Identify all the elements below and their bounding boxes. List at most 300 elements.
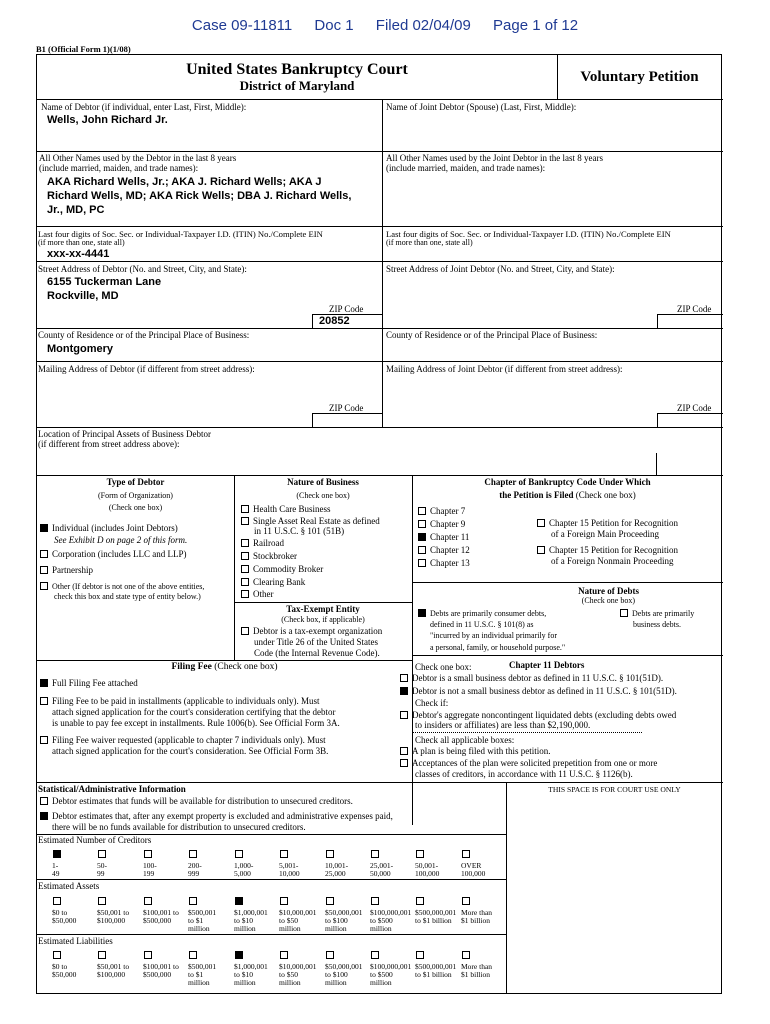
- creditors-option-label: [234, 862, 253, 878]
- checkbox-icon[interactable]: [40, 736, 48, 744]
- creditors-option-text: 25,000: [325, 869, 346, 878]
- checkbox-icon[interactable]: [400, 711, 408, 719]
- street-1: 6155 Tuckerman Lane: [47, 276, 162, 288]
- assets-option-text: million: [325, 924, 347, 933]
- doc-number: Doc 1: [314, 17, 354, 34]
- checkbox-icon[interactable]: [400, 747, 408, 755]
- assets-checkbox-6[interactable]: [326, 897, 334, 905]
- creditors-title: Estimated Number of Creditors: [38, 835, 152, 845]
- nature-debts-sub: (Check one box): [581, 596, 635, 605]
- assets-option-text: $1 billion: [461, 916, 490, 925]
- joint-other-names-label-2: (include married, maiden, and trade names):: [386, 163, 546, 173]
- no-funds[interactable]: [40, 811, 393, 822]
- joint-mailing-label: Mailing Address of Joint Debtor (if different from street address):: [386, 364, 623, 374]
- liabilities-option-text: to $500: [370, 970, 393, 979]
- assets-option-label: [461, 909, 492, 925]
- chapter-title-2-sub: (Check one box): [575, 490, 636, 500]
- ch7-option[interactable]: [418, 506, 465, 517]
- debts-consumer[interactable]: [418, 608, 546, 619]
- debts-consumer-3: "incurred by an individual primarily for: [430, 631, 558, 640]
- tax-exempt-option[interactable]: [241, 626, 382, 637]
- assets-option-text: million: [370, 924, 392, 933]
- assets-option-text: $10,000,001: [279, 908, 317, 917]
- creditors-option-text: 99: [97, 869, 105, 878]
- tax-exempt-title: Tax-Exempt Entity: [286, 604, 360, 614]
- creditors-checkbox-0[interactable]: [53, 850, 61, 858]
- assets-option-label: [415, 909, 456, 925]
- nb-stockbroker[interactable]: [241, 551, 297, 562]
- checkbox-icon[interactable]: [537, 519, 545, 527]
- funds-available-label: Debtor estimates that funds will be available for distribution to unsecured creditors.: [52, 796, 353, 806]
- assets-checkbox-0[interactable]: [53, 897, 61, 905]
- type-of-debtor-sub-2: (Check one box): [108, 503, 163, 512]
- court-title: United States Bankruptcy Court: [186, 61, 408, 78]
- nb-single-label: Single Asset Real Estate as defined: [253, 516, 380, 526]
- fee-installments-label: Filing Fee to be paid in installments (applicable to individuals only). Must: [52, 696, 320, 706]
- fee-installments-3: is unable to pay fee except in installments. Rule 1006(b). See Official Form 3A.: [52, 718, 340, 728]
- location-label: Location of Principal Assets of Business Debtor: [38, 429, 211, 439]
- ch11-check-if: Check if:: [415, 698, 449, 708]
- ch11-option[interactable]: [418, 532, 469, 543]
- creditors-option-label: [279, 862, 300, 878]
- liabilities-option-label: [97, 963, 129, 979]
- assets-option-label: [325, 909, 363, 933]
- joint-name-label: Name of Joint Debtor (Spouse) (Last, First, Middle):: [386, 102, 577, 112]
- fee-full[interactable]: [40, 678, 138, 689]
- checkbox-checked-icon[interactable]: [40, 812, 48, 820]
- tax-exempt-sub: (Check box, if applicable): [281, 615, 365, 624]
- creditors-option-text: 10,001-: [325, 861, 349, 870]
- checkbox-icon[interactable]: [620, 609, 628, 617]
- creditors-option-text: 50,001-: [415, 861, 439, 870]
- joint-mailing-zip-label: ZIP Code: [677, 403, 712, 413]
- liabilities-option-text: million: [370, 978, 392, 987]
- creditors-option-text: 49: [52, 869, 60, 878]
- zip-value: 20852: [319, 315, 350, 327]
- assets-option-label: [279, 909, 317, 933]
- liabilities-option-text: to $1: [188, 970, 204, 979]
- creditors-option-text: 100,000: [461, 869, 486, 878]
- fee-waiver-2: attach signed application for the court's consideration. See Official Form 3B.: [52, 746, 329, 756]
- creditors-checkbox-5[interactable]: [280, 850, 288, 858]
- assets-option-text: $1,000,001: [234, 908, 268, 917]
- joint-county-label: County of Residence or of the Principal Place of Business:: [386, 330, 598, 340]
- liabilities-option-label: [279, 963, 317, 987]
- assets-option-text: $100,000: [97, 916, 126, 925]
- assets-option-text: to $500: [370, 916, 393, 925]
- liabilities-checkbox-0[interactable]: [53, 951, 61, 959]
- case-header: [0, 17, 770, 34]
- liabilities-option-text: $100,000,001: [370, 962, 412, 971]
- opt-other-label: Other (If debtor is not one of the above entities,: [52, 582, 205, 591]
- assets-checkbox-4[interactable]: [235, 897, 243, 905]
- chapter-title: Chapter of Bankruptcy Code Under Which: [484, 477, 651, 487]
- fee-waiver-label: Filing Fee waiver requested (applicable to chapter 7 individuals only). Must: [52, 735, 326, 745]
- ch12-label: Chapter 12: [430, 545, 470, 555]
- creditors-checkbox-9[interactable]: [462, 850, 470, 858]
- assets-option-text: $100,000,001: [370, 908, 412, 917]
- ch11-plan-label: A plan is being filed with this petition.: [412, 746, 551, 756]
- creditors-option-text: 25,001-: [370, 861, 394, 870]
- creditors-option-text: 999: [188, 869, 200, 878]
- ch11-acceptances-2: classes of creditors, in accordance with 11 U.S.C. § 1126(b).: [415, 769, 633, 779]
- assets-option-text: to $50: [279, 916, 298, 925]
- assets-option-text: to $10: [234, 916, 253, 925]
- creditors-option-text: 199: [143, 869, 155, 878]
- checkbox-icon[interactable]: [241, 565, 249, 573]
- creditors-option-text: 5,001-: [279, 861, 299, 870]
- assets-option-text: More than: [461, 908, 493, 917]
- nb-clearing-label: Clearing Bank: [253, 577, 306, 587]
- creditors-option-label: [370, 862, 393, 878]
- checkbox-icon[interactable]: [40, 582, 48, 590]
- checkbox-icon[interactable]: [241, 627, 249, 635]
- ssn-label: Last four digits of Soc. Sec. or Individual-Taxpayer I.D. (ITIN) No./Complete EIN: [38, 229, 323, 239]
- nb-commodity[interactable]: [241, 564, 323, 575]
- ch9-label: Chapter 9: [430, 519, 466, 529]
- ch11-label: Chapter 11: [430, 532, 470, 542]
- assets-option-text: $100,001 to: [143, 908, 179, 917]
- liabilities-checkbox-8[interactable]: [416, 951, 424, 959]
- filing-fee-title-sub: (Check one box): [214, 662, 278, 672]
- ch7-label: Chapter 7: [430, 506, 466, 516]
- checkbox-icon[interactable]: [241, 590, 249, 598]
- joint-ssn-label-2: (if more than one, state all): [386, 238, 473, 247]
- liabilities-option-text: $50,000: [52, 970, 77, 979]
- ssn-label-2: (if more than one, state all): [38, 238, 125, 247]
- ch11-acceptances[interactable]: [400, 758, 657, 769]
- creditors-option-text: 10,000: [279, 869, 300, 878]
- opt-corporation-label: Corporation (includes LLC and LLP): [52, 549, 187, 559]
- liabilities-option-label: [143, 963, 179, 979]
- petition-type: Voluntary Petition: [580, 69, 699, 85]
- assets-option-label: [143, 909, 179, 925]
- assets-option-text: to $100: [325, 916, 348, 925]
- creditors-option-text: 1-: [52, 861, 59, 870]
- assets-checkbox-1[interactable]: [98, 897, 106, 905]
- ch11-check-all: Check all applicable boxes:: [415, 735, 515, 745]
- funds-available[interactable]: [40, 796, 353, 807]
- liabilities-option-text: More than: [461, 962, 493, 971]
- petition-form: [36, 54, 722, 994]
- liabilities-option-text: $50,001 to: [97, 962, 130, 971]
- assets-checkbox-7[interactable]: [371, 897, 379, 905]
- tax-exempt-line-3: Code (the Internal Revenue Code).: [254, 648, 380, 658]
- checkbox-icon[interactable]: [537, 546, 545, 554]
- county-label: County of Residence or of the Principal Place of Business:: [38, 330, 250, 340]
- joint-other-names-label: All Other Names used by the Joint Debtor in the last 8 years: [386, 153, 603, 163]
- other-names-3: Jr., MD, PC: [47, 204, 105, 216]
- nb-railroad-label: Railroad: [253, 538, 284, 548]
- assets-option-text: $0 to: [52, 908, 68, 917]
- debts-business-2: business debts.: [633, 620, 681, 629]
- ch11-aggregate-2: to insiders or affiliates) are less than $2,190,000.: [415, 720, 591, 730]
- assets-option-text: $50,001 to: [97, 908, 130, 917]
- other-names-1: AKA Richard Wells, Jr.; AKA J. Richard Wells; AKA J: [47, 176, 322, 188]
- checkbox-icon[interactable]: [241, 505, 249, 513]
- liabilities-option-label: [415, 963, 456, 979]
- assets-option-text: $500,000,001: [415, 908, 457, 917]
- mailing-zip-label: ZIP Code: [329, 403, 364, 413]
- page-number: Page 1 of 12: [493, 17, 579, 34]
- street-2: Rockville, MD: [47, 290, 119, 302]
- ch15b-label-2: of a Foreign Nonmain Proceeding: [551, 556, 674, 566]
- creditors-option-text: 1,000-: [234, 861, 254, 870]
- assets-option-label: [188, 909, 216, 933]
- liabilities-option-text: $1,000,001: [234, 962, 268, 971]
- debtor-name: Wells, John Richard Jr.: [47, 114, 168, 126]
- checkbox-icon[interactable]: [418, 507, 426, 515]
- assets-checkbox-5[interactable]: [280, 897, 288, 905]
- checkbox-checked-icon[interactable]: [40, 524, 48, 532]
- checkbox-icon[interactable]: [241, 578, 249, 586]
- ch11-small-label: Debtor is a small business debtor as defined in 11 U.S.C. § 101(51D).: [412, 673, 664, 683]
- joint-zip-label: ZIP Code: [677, 304, 712, 314]
- liabilities-option-text: to $1 billion: [415, 970, 452, 979]
- creditors-option-label: [325, 862, 348, 878]
- assets-checkbox-3[interactable]: [189, 897, 197, 905]
- liabilities-checkbox-7[interactable]: [371, 951, 379, 959]
- creditors-option-label: [97, 862, 107, 878]
- nb-clearing[interactable]: [241, 577, 305, 588]
- checkbox-icon[interactable]: [400, 759, 408, 767]
- creditors-option-label: [52, 862, 60, 878]
- assets-option-label: [97, 909, 129, 925]
- checkbox-icon[interactable]: [241, 552, 249, 560]
- district: District of Maryland: [239, 78, 355, 93]
- liabilities-option-text: $500,000,001: [415, 962, 457, 971]
- fee-full-label: Full Filing Fee attached: [52, 678, 138, 688]
- opt-partnership[interactable]: [40, 565, 93, 576]
- tax-exempt-line-2: under Title 26 of the United States: [254, 637, 378, 647]
- liabilities-checkbox-9[interactable]: [462, 951, 470, 959]
- checkbox-checked-icon[interactable]: [400, 687, 408, 695]
- ch11-acceptances-label: Acceptances of the plan were solicited prepetition from one or more: [412, 758, 658, 768]
- joint-zip-box: [657, 314, 723, 328]
- debts-business-label: Debts are primarily: [632, 609, 695, 618]
- nature-business-title: Nature of Business: [287, 477, 359, 487]
- debtor-name-label: Name of Debtor (if individual, enter Last, First, Middle):: [41, 102, 247, 112]
- filing-fee-title-bold: Filing Fee: [171, 662, 212, 672]
- ch13-option[interactable]: [418, 558, 470, 569]
- fee-waiver[interactable]: [40, 735, 326, 746]
- joint-ssn-label: Last four digits of Soc. Sec. or Individual-Taxpayer I.D. (ITIN) No./Complete EIN: [386, 229, 671, 239]
- assets-checkbox-9[interactable]: [462, 897, 470, 905]
- liabilities-option-text: million: [188, 978, 210, 987]
- creditors-option-text: 50-: [97, 861, 107, 870]
- creditors-checkbox-4[interactable]: [235, 850, 243, 858]
- filing-fee-title: [37, 662, 412, 672]
- nb-other-label: Other: [253, 589, 274, 599]
- opt-partnership-label: Partnership: [52, 565, 93, 575]
- debts-consumer-2: defined in 11 U.S.C. § 101(8) as: [430, 620, 534, 629]
- assets-option-text: $50,000: [52, 916, 77, 925]
- assets-option-text: $500,000: [143, 916, 172, 925]
- ch11-not-small[interactable]: [400, 686, 677, 697]
- liabilities-option-text: $100,001 to: [143, 962, 179, 971]
- assets-option-label: [52, 909, 76, 925]
- debts-consumer-label: Debts are primarily consumer debts,: [430, 609, 547, 618]
- checkbox-icon[interactable]: [40, 566, 48, 574]
- ch15b-label: Chapter 15 Petition for Recognition: [549, 545, 678, 555]
- ch15a-label: Chapter 15 Petition for Recognition: [549, 518, 678, 528]
- ch11-debtors-title: Chapter 11 Debtors: [509, 660, 585, 670]
- liabilities-option-label: [370, 963, 411, 987]
- ch13-label: Chapter 13: [430, 558, 470, 568]
- other-names-label: All Other Names used by the Debtor in the last 8 years: [39, 153, 237, 163]
- street-label: Street Address of Debtor (No. and Street, City, and State):: [38, 264, 247, 274]
- mailing-zip-box: [312, 413, 382, 427]
- liabilities-option-text: to $10: [234, 970, 253, 979]
- zip-label: ZIP Code: [329, 304, 364, 314]
- assets-checkbox-2[interactable]: [144, 897, 152, 905]
- nb-commodity-label: Commodity Broker: [253, 564, 324, 574]
- creditors-option-text: 100,000: [415, 869, 440, 878]
- liabilities-option-label: [461, 963, 492, 979]
- checkbox-icon[interactable]: [40, 697, 48, 705]
- checkbox-icon[interactable]: [418, 520, 426, 528]
- creditors-checkbox-8[interactable]: [416, 850, 424, 858]
- assets-option-text: million: [234, 924, 256, 933]
- liabilities-option-label: [325, 963, 363, 987]
- opt-individual-label: Individual (includes Joint Debtors): [52, 523, 178, 533]
- type-of-debtor-sub: (Form of Organization): [98, 491, 173, 500]
- nb-health-label: Health Care Business: [253, 504, 331, 514]
- checkbox-checked-icon[interactable]: [40, 679, 48, 687]
- form-id: B1 (Official Form 1)(1/08): [36, 44, 131, 54]
- liabilities-option-label: [234, 963, 268, 987]
- opt-individual-note: See Exhibit D on page 2 of this form.: [54, 535, 188, 545]
- liabilities-checkbox-6[interactable]: [326, 951, 334, 959]
- other-names-2: Richard Wells, MD; AKA Rick Wells; DBA J. Richard Wells,: [47, 190, 352, 202]
- creditors-checkbox-2[interactable]: [144, 850, 152, 858]
- statistical-title: Statistical/Administrative Information: [38, 784, 186, 794]
- ch15b-option[interactable]: [537, 545, 678, 556]
- ch11-small[interactable]: [400, 673, 663, 684]
- fee-installments-2: attach signed application for the court's consideration certifying that the debtor: [52, 707, 336, 717]
- creditors-option-text: 200-: [188, 861, 202, 870]
- opt-other-note: check this box and state type of entity below.): [54, 592, 201, 601]
- other-names-label-2: (include married, maiden, and trade names):: [39, 163, 199, 173]
- checkbox-icon[interactable]: [400, 674, 408, 682]
- assets-option-text: to $1 billion: [415, 916, 452, 925]
- nb-railroad[interactable]: [241, 538, 284, 549]
- opt-individual[interactable]: [40, 523, 178, 534]
- assets-option-label: [234, 909, 268, 933]
- creditors-checkbox-1[interactable]: [98, 850, 106, 858]
- liabilities-option-text: $0 to: [52, 962, 68, 971]
- liabilities-option-text: $50,000,001: [325, 962, 363, 971]
- liabilities-option-text: million: [234, 978, 256, 987]
- assets-option-text: to $1: [188, 916, 204, 925]
- creditors-option-label: [415, 862, 439, 878]
- debts-consumer-4: a personal, family, or household purpose.": [430, 643, 566, 652]
- liabilities-checkbox-4[interactable]: [235, 951, 243, 959]
- assets-option-text: $500,001: [188, 908, 217, 917]
- ch11-not-small-label: Debtor is not a small business debtor as defined in 11 U.S.C. § 101(51D).: [412, 686, 677, 696]
- liabilities-option-text: $100,000: [97, 970, 126, 979]
- joint-mailing-zip-box: [657, 413, 723, 427]
- debts-business[interactable]: [620, 608, 694, 619]
- tax-exempt-line-1: Debtor is a tax-exempt organization: [253, 626, 383, 636]
- liabilities-option-text: $500,000: [143, 970, 172, 979]
- location-label-2: (if different from street address above):: [38, 439, 180, 449]
- creditors-option-label: [188, 862, 202, 878]
- ch15a-label-2: of a Foreign Main Proceeding: [551, 529, 659, 539]
- assets-option-text: $50,000,001: [325, 908, 363, 917]
- nb-stockbroker-label: Stockbroker: [253, 551, 297, 561]
- liabilities-option-text: $1 billion: [461, 970, 490, 979]
- court-use-label: THIS SPACE IS FOR COURT USE ONLY: [548, 785, 681, 794]
- county-value: Montgomery: [47, 343, 113, 355]
- case-number: Case 09-11811: [191, 17, 293, 34]
- checkbox-icon[interactable]: [40, 550, 48, 558]
- mailing-label: Mailing Address of Debtor (if different from street address):: [38, 364, 255, 374]
- nature-debts-title: Nature of Debts: [578, 586, 639, 596]
- assets-option-text: million: [279, 924, 301, 933]
- checkbox-icon[interactable]: [241, 539, 249, 547]
- checkbox-icon[interactable]: [418, 546, 426, 554]
- checkbox-icon[interactable]: [40, 797, 48, 805]
- checkbox-icon[interactable]: [241, 517, 249, 525]
- assets-checkbox-8[interactable]: [416, 897, 424, 905]
- no-funds-label: Debtor estimates that, after any exempt property is excluded and administrative expenses paid,: [52, 811, 393, 821]
- creditors-option-label: [461, 862, 485, 878]
- creditors-option-text: 50,000: [370, 869, 391, 878]
- liabilities-checkbox-5[interactable]: [280, 951, 288, 959]
- liabilities-option-text: to $50: [279, 970, 298, 979]
- assets-option-text: million: [188, 924, 210, 933]
- assets-title: Estimated Assets: [38, 881, 100, 891]
- liabilities-option-text: million: [279, 978, 301, 987]
- opt-corporation[interactable]: [40, 549, 186, 560]
- ch11-aggregate-label: Debtor's aggregate noncontingent liquidated debts (excluding debts owed: [412, 710, 677, 720]
- creditors-option-label: [143, 862, 157, 878]
- ch11-plan[interactable]: [400, 746, 551, 757]
- liabilities-title: Estimated Liabilities: [38, 936, 113, 946]
- liabilities-option-label: [52, 963, 76, 979]
- nature-business-sub: (Check one box): [296, 491, 350, 500]
- liabilities-option-text: $500,001: [188, 962, 217, 971]
- checkbox-checked-icon[interactable]: [418, 609, 426, 617]
- filed-date: Filed 02/04/09: [375, 17, 471, 34]
- creditors-option-text: OVER: [461, 861, 482, 870]
- creditors-checkbox-7[interactable]: [371, 850, 379, 858]
- liabilities-checkbox-3[interactable]: [189, 951, 197, 959]
- liabilities-option-text: $10,000,001: [279, 962, 317, 971]
- no-funds-2: there will be no funds available for distribution to unsecured creditors.: [52, 822, 306, 832]
- type-of-debtor-title: Type of Debtor: [106, 477, 165, 487]
- checkbox-checked-icon[interactable]: [418, 533, 426, 541]
- creditors-checkbox-6[interactable]: [326, 850, 334, 858]
- liabilities-checkbox-2[interactable]: [144, 951, 152, 959]
- chapter-title-2: [412, 490, 723, 500]
- nb-other[interactable]: [241, 589, 274, 600]
- creditors-option-text: 5,000: [234, 869, 251, 878]
- ssn-value: xxx-xx-4441: [47, 248, 110, 260]
- fee-installments[interactable]: [40, 696, 319, 707]
- liabilities-checkbox-1[interactable]: [98, 951, 106, 959]
- nb-single-label-2: in 11 U.S.C. § 101 (51B): [254, 526, 345, 536]
- creditors-checkbox-3[interactable]: [189, 850, 197, 858]
- chapter-title-2-bold: the Petition is Filed: [499, 490, 574, 500]
- ch15a-option[interactable]: [537, 518, 678, 529]
- liabilities-option-label: [188, 963, 216, 987]
- ch9-option[interactable]: [418, 519, 465, 530]
- checkbox-icon[interactable]: [418, 559, 426, 567]
- nb-health[interactable]: [241, 504, 330, 515]
- ch12-option[interactable]: [418, 545, 470, 556]
